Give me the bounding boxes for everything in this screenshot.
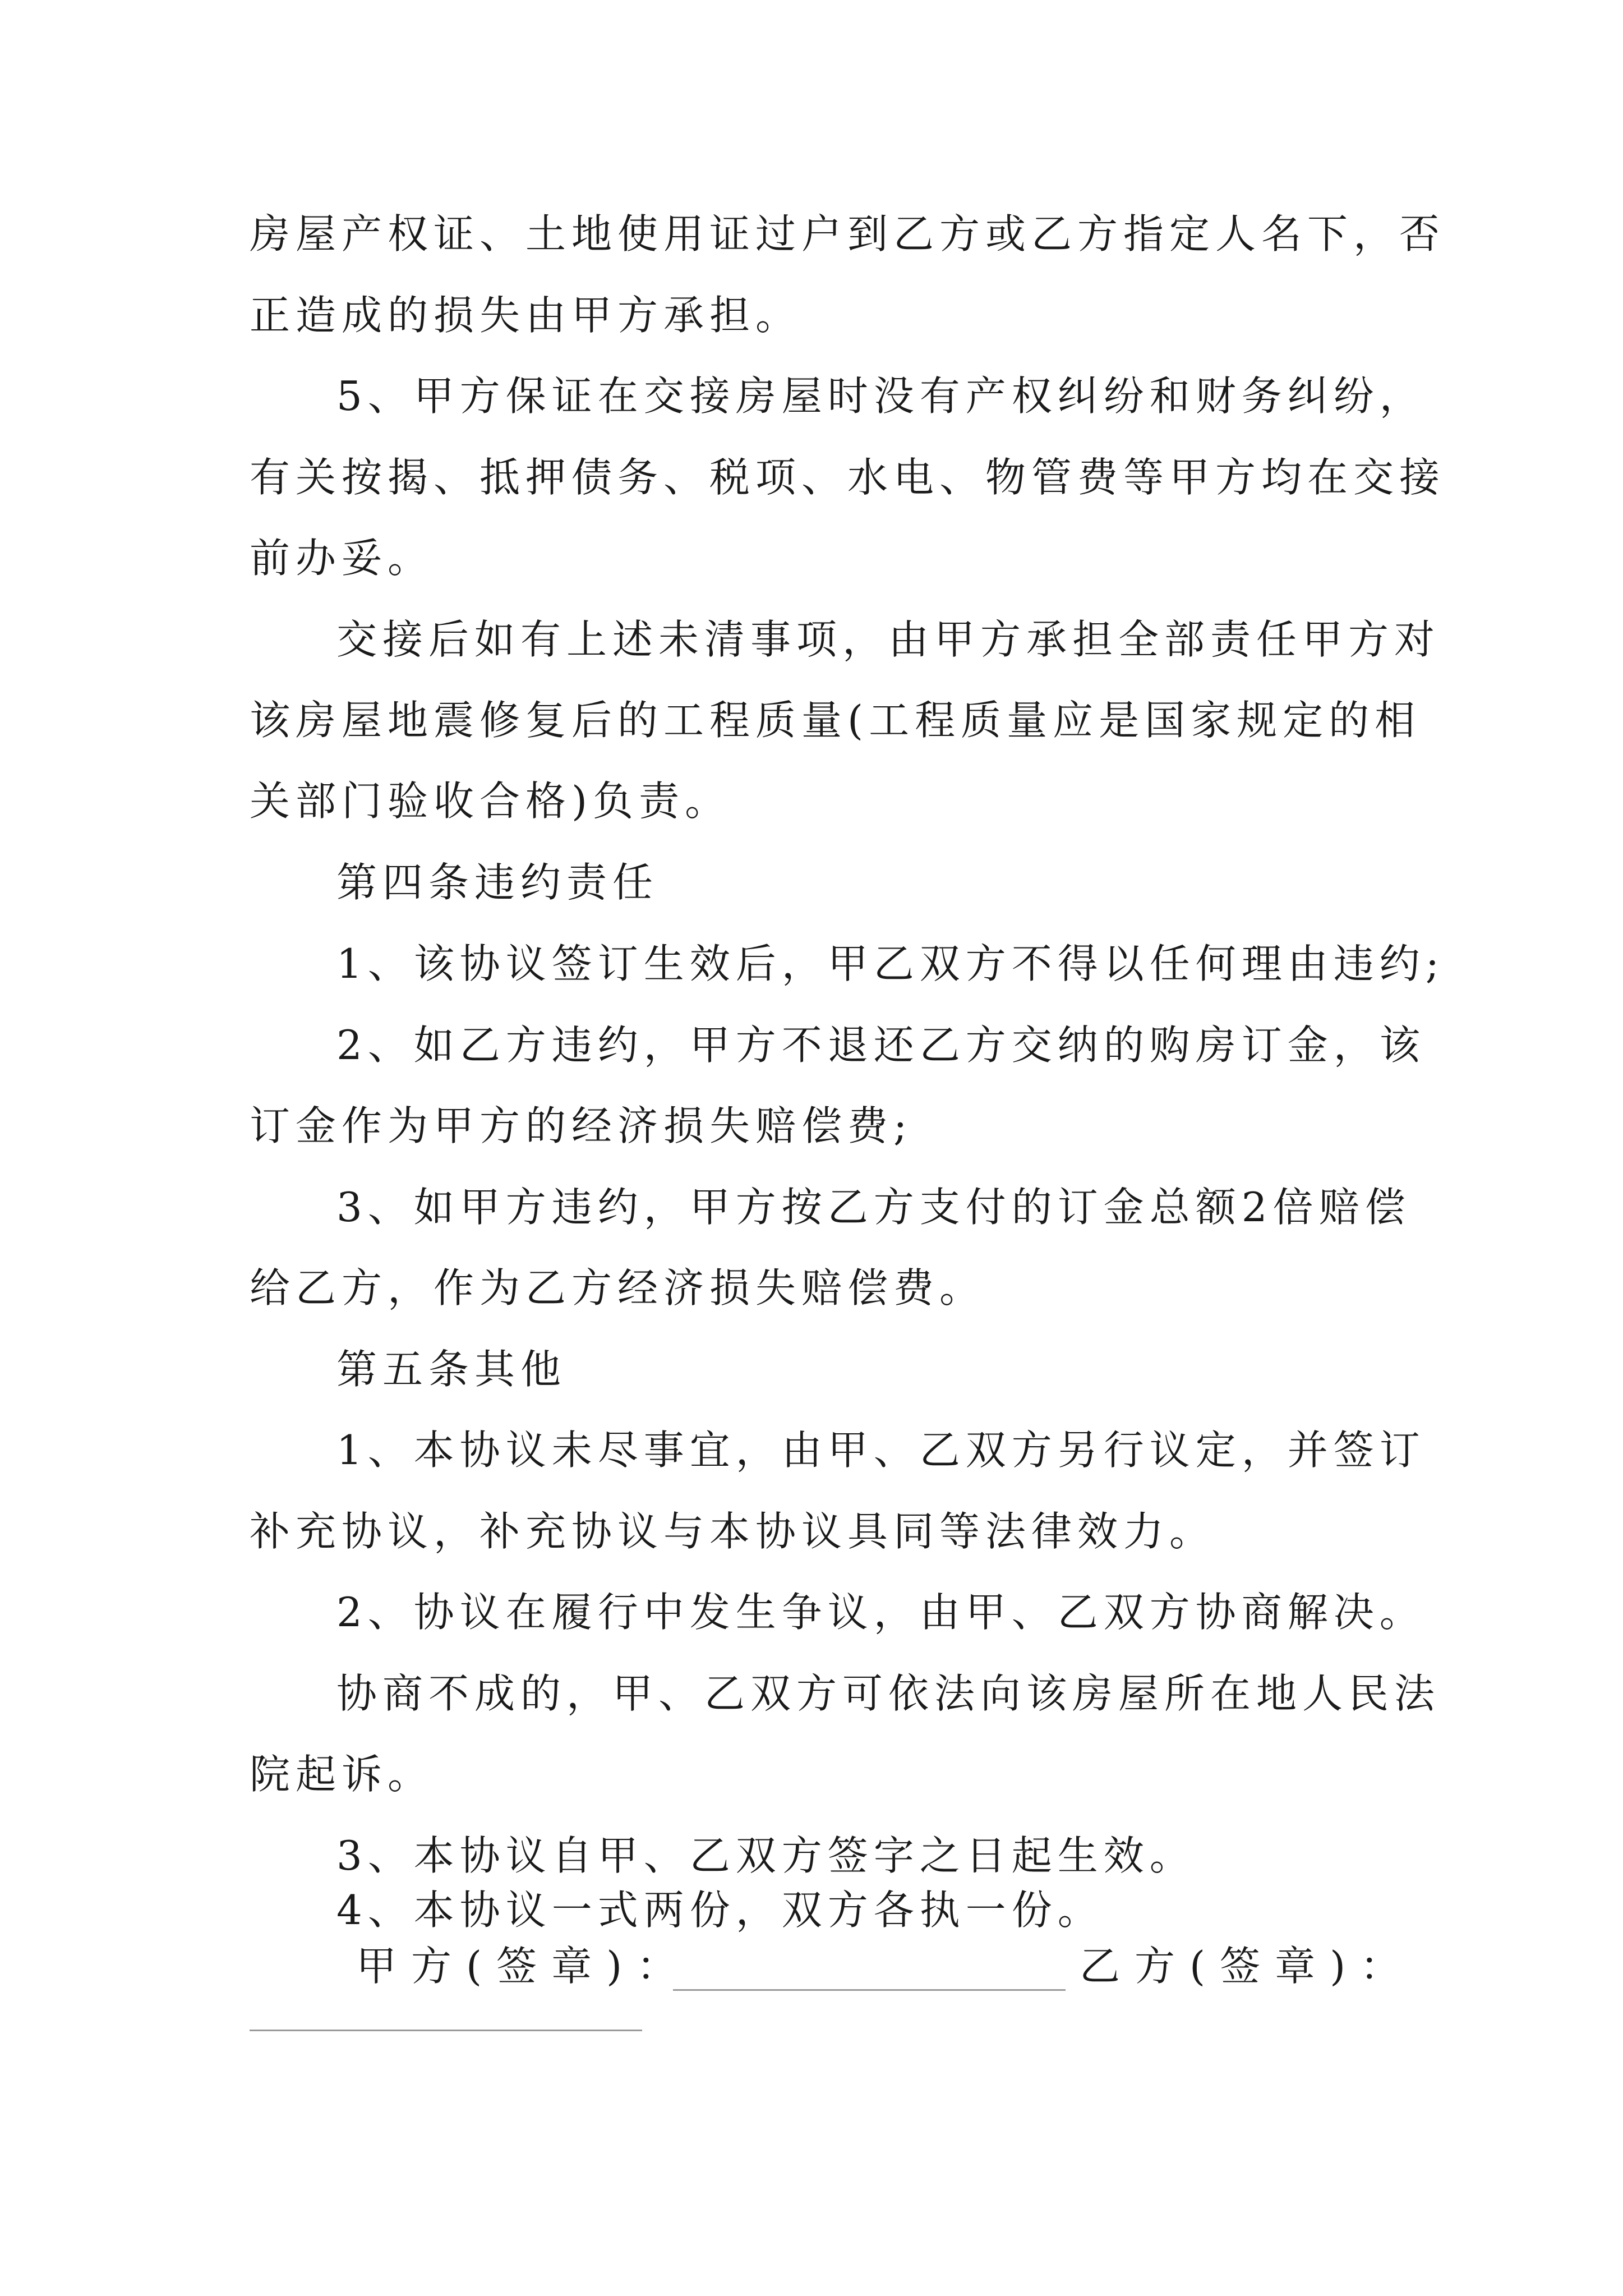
text-line: 该房屋地震修复后的工程质量(工程质量应是国家规定的相 [250, 697, 1421, 744]
text-line: 补充协议，补充协议与本协议具同等法律效力。 [250, 1508, 1216, 1555]
text-line: 2、协议在履行中发生争议，由甲、乙双方协商解决。 [336, 1589, 1426, 1636]
text-line: 房屋产权证、土地使用证过户到乙方或乙方指定人名下，否 [250, 210, 1446, 257]
text-line: 5、甲方保证在交接房屋时没有产权纠纷和财务纠纷， [336, 372, 1426, 420]
text-line: 正造成的损失由甲方承担。 [250, 292, 802, 339]
text-line: 1、本协议未尽事宜，由甲、乙双方另行议定，并签订 [336, 1427, 1426, 1474]
text-line: 前办妥。 [250, 535, 434, 582]
text-line: 1、该协议签订生效后，甲乙双方不得以任何理由违约; [336, 940, 1445, 987]
text-line: 有关按揭、抵押债务、税项、水电、物管费等甲方均在交接 [250, 454, 1446, 501]
text-line: 院起诉。 [250, 1751, 434, 1798]
text-line: 2、如乙方违约，甲方不退还乙方交纳的购房订金，该 [336, 1022, 1426, 1069]
party-b-signature-label: 乙方(签章)： [1080, 1943, 1415, 1990]
text-line: 订金作为甲方的经济损失赔偿费; [250, 1102, 913, 1149]
text-line: 3、如甲方违约，甲方按乙方支付的订金总额2倍赔偿 [336, 1184, 1411, 1231]
text-line: 给乙方，作为乙方经济损失赔偿费。 [250, 1264, 986, 1312]
party-a-signature-label: 甲方(签章)： [356, 1943, 692, 1990]
text-line: 交接后如有上述未清事项，由甲方承担全部责任甲方对 [336, 616, 1441, 663]
section-heading: 第五条其他 [336, 1346, 567, 1393]
text-line: 关部门验收合格)负责。 [250, 777, 731, 825]
party-a-signature-line[interactable] [673, 1989, 1066, 1991]
text-line: 4、本协议一式两份，双方各执一份。 [336, 1887, 1104, 1934]
section-heading: 第四条违约责任 [336, 859, 659, 906]
signature-row [0, 1941, 1623, 2003]
party-b-signature-line[interactable] [250, 2030, 642, 2031]
text-line: 3、本协议自甲、乙双方签字之日起生效。 [336, 1832, 1196, 1879]
text-line: 协商不成的，甲、乙双方可依法向该房屋所在地人民法 [336, 1670, 1441, 1717]
